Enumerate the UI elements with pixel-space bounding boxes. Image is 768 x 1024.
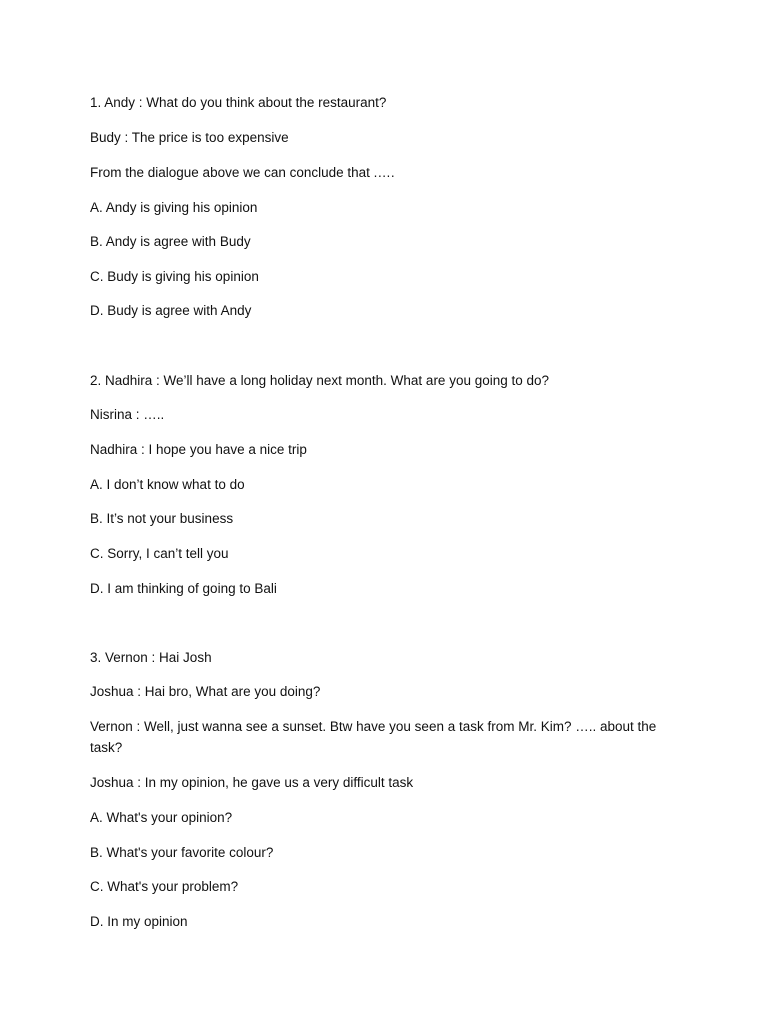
q2-option-d: D. I am thinking of going to Bali (90, 581, 277, 596)
q3-option-a: A. What's your opinion? (90, 810, 233, 825)
q3-prompt-line: 3. Vernon : Hai Josh (90, 650, 212, 665)
q3-dialogue-line: Vernon : Well, just wanna see a sunset. Btw have you seen a task from Mr. Kim? ….. about the task? (90, 719, 657, 755)
q2-dialogue-line: Nadhira : I hope you have a nice trip (90, 442, 307, 457)
q2-prompt-line: 2. Nadhira : We’ll have a long holiday next month. What are you going to do? (90, 373, 550, 388)
q2-option-c: C. Sorry, I can’t tell you (90, 546, 229, 561)
q3-option-d: D. In my opinion (90, 914, 188, 929)
q2-option-b: B. It’s not your business (90, 511, 234, 526)
q1-option-d: D. Budy is agree with Andy (90, 303, 252, 318)
q1-option-c: C. Budy is giving his opinion (90, 269, 259, 284)
q1-instruction-line: From the dialogue above we can conclude that .…. (90, 165, 395, 180)
q3-dialogue-line: Joshua : In my opinion, he gave us a very difficult task (90, 775, 414, 790)
q3-dialogue-line: Joshua : Hai bro, What are you doing? (90, 684, 321, 699)
q1-option-b: B. Andy is agree with Budy (90, 234, 251, 249)
q3-option-b: B. What's your favorite colour? (90, 845, 274, 860)
q1-dialogue-line: Budy : The price is too expensive (90, 130, 289, 145)
q3-option-c: C. What's your problem? (90, 879, 239, 894)
q1-option-a: A. Andy is giving his opinion (90, 200, 258, 215)
q2-dialogue-line: Nisrina : ….. (90, 407, 165, 422)
q1-prompt-line: 1. Andy : What do you think about the restaurant? (90, 95, 387, 110)
q2-option-a: A. I don’t know what to do (90, 477, 245, 492)
